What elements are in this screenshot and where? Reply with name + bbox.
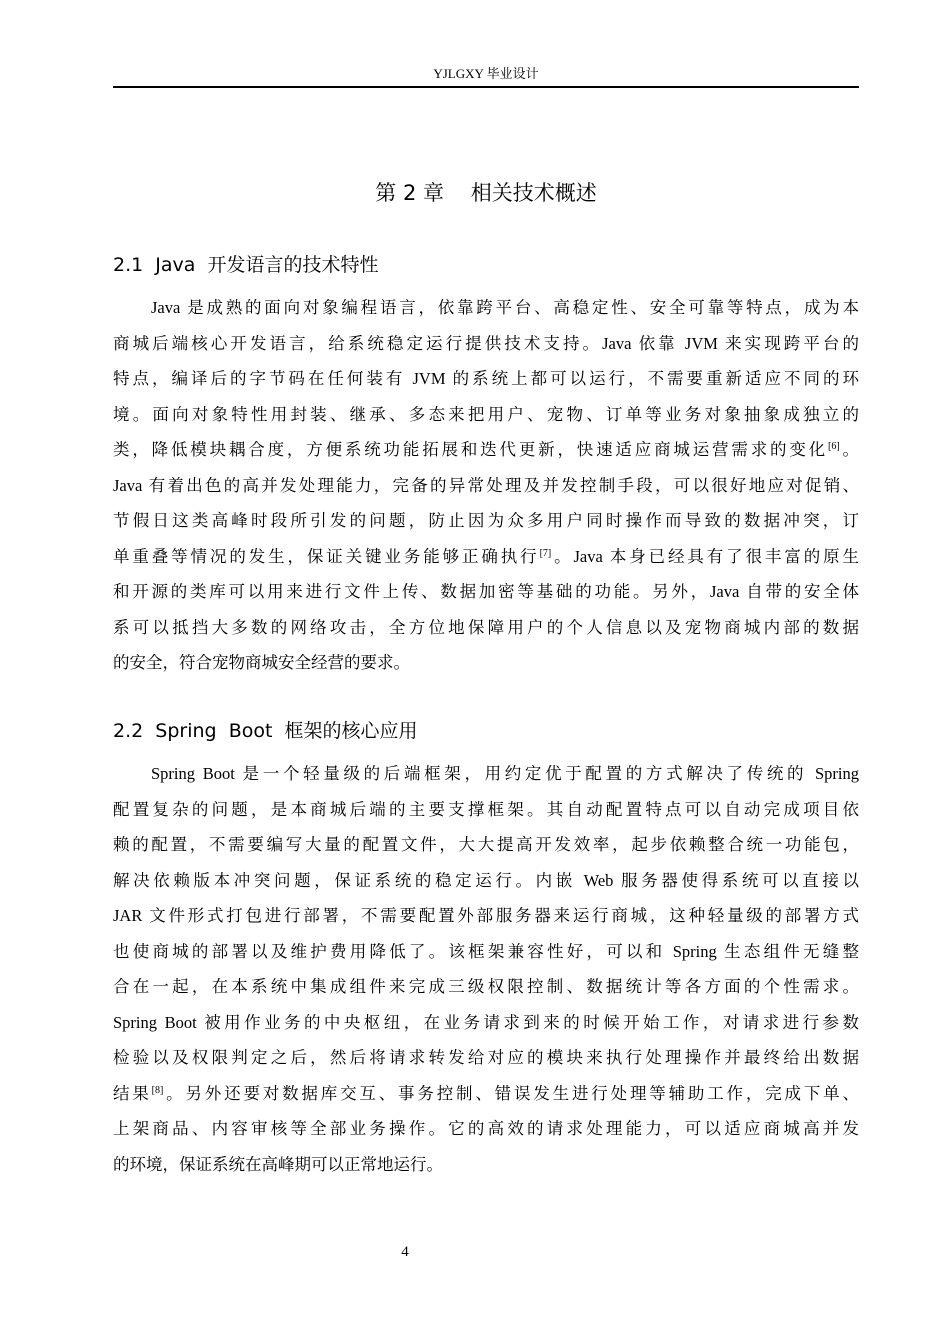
paragraph-line: 上架商品、内容审核等全部业务操作。它的高效的请求处理能力，可以适应商城高并发: [113, 1119, 859, 1138]
paragraph-line: 解决依赖版本冲突问题，保证系统的稳定运行。内嵌 Web 服务器使得系统可以直接以: [113, 870, 859, 890]
paragraph-line: Spring Boot 被用作业务的中央枢纽，在业务请求到来的时候开始工作，对请求进行参数: [113, 1012, 859, 1032]
paragraph-java: [113, 290, 859, 681]
line-text: 单重叠等情况的发生，保证关键业务能够正确执行: [113, 546, 540, 566]
page-number: 4: [401, 1244, 409, 1260]
line-text: 类，降低模块耦合度，方便系统功能拓展和迭代更新，快速适应商城运营需求的变化: [113, 440, 829, 459]
line-text: 结果: [113, 1083, 152, 1103]
line-text: 。Java 本身已经具有了很丰富的原生: [551, 546, 860, 566]
section-title-2-1: 2.1 Java 开发语言的技术特性: [113, 254, 379, 276]
citation-ref: [6]: [828, 441, 840, 452]
page-header: [113, 64, 859, 88]
line-text: 。: [839, 440, 860, 459]
chapter-title: 第 2 章 相关技术概述: [375, 181, 597, 205]
citation-ref: [8]: [151, 1084, 164, 1096]
paragraph-line: JAR 文件形式打包进行部署，不需要配置外部服务器来运行商城，这种轻量级的部署方式: [113, 906, 859, 925]
line-text: 。另外还要对数据库交互、事务控制、错误发生进行处理等辅助工作，完成下单、: [163, 1083, 860, 1103]
paragraph-line: Java 有着出色的高并发处理能力，完备的异常处理及并发控制手段，可以很好地应对促销、: [113, 475, 859, 495]
paragraph-line: 商城后端核心开发语言，给系统稳定运行提供技术支持。Java 依靠 JVM 来实现跨平台的: [113, 333, 859, 353]
paragraph-line: [113, 1076, 859, 1112]
paragraph-line: 的安全，符合宠物商城安全经营的要求。: [113, 653, 410, 672]
paragraph-spring-boot: [113, 756, 859, 1182]
paragraph-line: 也使商城的部署以及维护费用降低了。该框架兼容性好，可以和 Spring 生态组件无缝整: [113, 941, 859, 961]
paragraph-line: 合在一起，在本系统中集成组件来完成三级权限控制、数据统计等各方面的个性需求。: [113, 977, 859, 996]
header-text: YJLGXY 毕业设计: [433, 66, 539, 81]
paragraph-line: 系可以抵挡大多数的网络攻击，全方位地保障用户的个人信息以及宠物商城内部的数据: [113, 617, 859, 637]
section-title-2-2: 2.2 Spring Boot 框架的核心应用: [113, 720, 418, 742]
paragraph-line: 检验以及权限判定之后，然后将请求转发给对应的模块来执行处理操作并最终给出数据: [113, 1048, 859, 1067]
paragraph-line: 节假日这类高峰时段所引发的问题，防止因为众多用户同时操作而导致的数据冲突，订: [113, 511, 859, 530]
paragraph-line: 赖的配置，不需要编写大量的配置文件，大大提高开发效率，起步依赖整合统一功能包，: [113, 835, 859, 854]
paragraph-line: 特点，编译后的字节码在任何装有 JVM 的系统上都可以运行，不需要重新适应不同的环: [113, 369, 859, 388]
citation-ref: [7]: [539, 547, 552, 559]
paragraph-line: Java 是成熟的面向对象编程语言，依靠跨平台、高稳定性、安全可靠等特点，成为本: [151, 298, 859, 317]
paragraph-line: Spring Boot 是一个轻量级的后端框架，用约定优于配置的方式解决了传统的 Spring: [151, 764, 859, 783]
paragraph-line: [113, 432, 859, 468]
paragraph-line: 的环境，保证系统在高峰期可以正常地运行。: [113, 1154, 443, 1174]
paragraph-line: 和开源的类库可以用来进行文件上传、数据加密等基础的功能。另外，Java 自带的安全体: [113, 582, 859, 601]
paragraph-line: 境。面向对象特性用封装、继承、多态来把用户、宠物、订单等业务对象抽象成独立的: [113, 404, 859, 424]
paragraph-line: 配置复杂的问题，是本商城后端的主要支撑框架。其自动配置特点可以自动完成项目依: [113, 799, 859, 819]
paragraph-line: [113, 539, 859, 575]
